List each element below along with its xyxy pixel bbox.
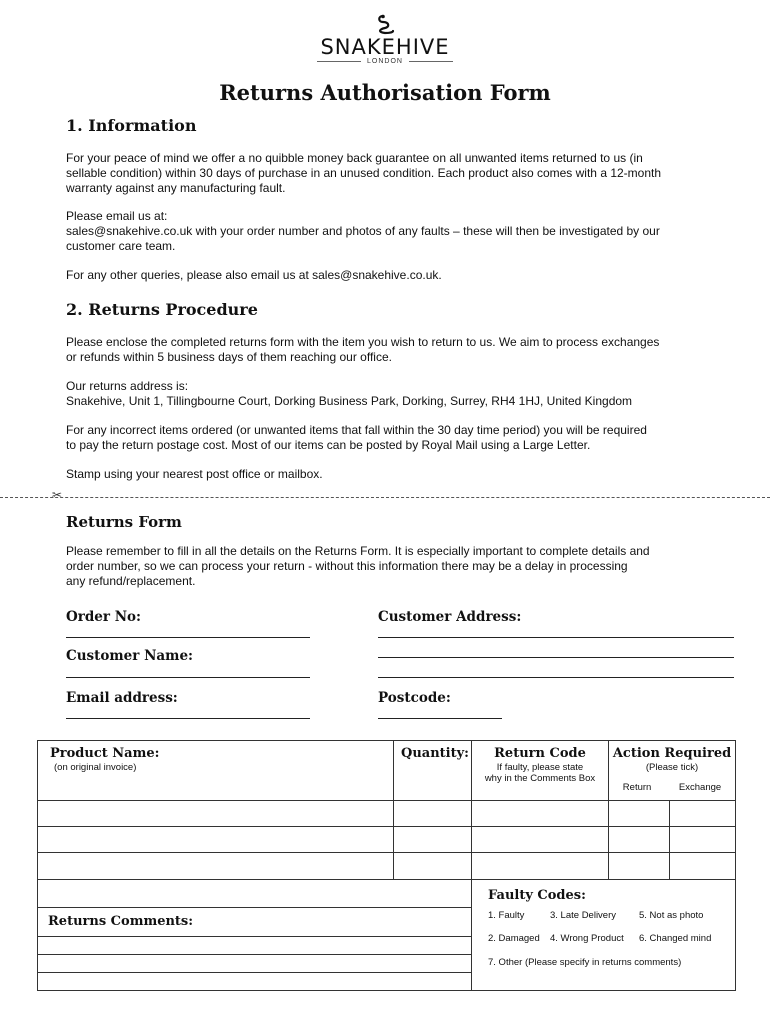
faulty-code-7: 7. Other (Please specify in returns comments) <box>488 957 682 968</box>
procedure-paragraph-3: For any incorrect items ordered (or unwanted items that fall within the 30 day time period) you will be required to pay the return postage cost. Most of our items can be posted by Royal Mail using a Large Letter. <box>66 423 647 452</box>
customer-name-field[interactable] <box>66 677 310 678</box>
returns-form-intro: Please remember to fill in all the details on the Returns Form. It is especially important to complete details and order number, so we can process your return - without this information there may be a delay in processing any refund/replacement. <box>66 544 650 588</box>
comments-row <box>38 880 736 991</box>
product-name-cell[interactable] <box>38 853 394 880</box>
page-title: Returns Authorisation Form <box>219 80 551 105</box>
quantity-cell[interactable] <box>394 827 472 853</box>
table-header-row <box>38 741 736 801</box>
faulty-codes-title: Faulty Codes: <box>488 888 586 903</box>
postcode-label: Postcode: <box>378 690 451 706</box>
product-name-cell[interactable] <box>38 801 394 827</box>
exchange-tick-cell[interactable] <box>670 853 736 880</box>
procedure-paragraph-4: Stamp using your nearest post office or mailbox. <box>66 467 323 481</box>
return-tick-cell[interactable] <box>609 827 670 853</box>
section-returns-procedure-heading: 2. Returns Procedure <box>66 300 258 319</box>
faulty-code-6: 6. Changed mind <box>639 933 712 944</box>
email-label: Email address: <box>66 690 178 706</box>
returns-form-heading: Returns Form <box>66 513 182 531</box>
quantity-cell[interactable] <box>394 853 472 880</box>
order-no-field[interactable] <box>66 637 310 638</box>
quantity-header: Quantity: <box>394 741 472 801</box>
scissors-icon: ✂ <box>52 488 63 502</box>
cut-line <box>0 497 770 498</box>
customer-address-field-2[interactable] <box>378 657 734 658</box>
procedure-paragraph-1: Please enclose the completed returns form with the item you wish to return to us. We aim to process exchanges or refunds within 5 business days of them reaching our office. <box>66 335 660 364</box>
quantity-cell[interactable] <box>394 801 472 827</box>
return-option-label: Return <box>622 782 652 793</box>
return-code-cell[interactable] <box>472 827 609 853</box>
procedure-paragraph-2: Our returns address is: Snakehive, Unit 1, Tillingbourne Court, Dorking Business Park, Dorking, Surrey, RH4 1HJ, United Kingdom <box>66 379 633 408</box>
return-code-cell[interactable] <box>472 801 609 827</box>
information-paragraph-3: For any other queries, please also email us at sales@snakehive.co.uk. <box>66 268 442 282</box>
return-code-header: Return Code If faulty, please state why in the Comments Box <box>472 741 609 801</box>
faulty-code-5: 5. Not as photo <box>639 910 704 921</box>
returns-table <box>37 740 736 991</box>
returns-comments-box[interactable] <box>38 880 472 991</box>
faulty-code-4: 4. Wrong Product <box>550 933 624 944</box>
postcode-field[interactable] <box>378 718 502 719</box>
logo-subtitle: LONDON <box>0 58 770 65</box>
customer-name-label: Customer Name: <box>66 648 194 664</box>
customer-address-label: Customer Address: <box>378 609 522 625</box>
customer-address-field-1[interactable] <box>378 637 734 638</box>
section-information-heading: 1. Information <box>66 116 197 135</box>
product-name-header: Product Name: (on original invoice) <box>38 741 394 801</box>
table-row <box>38 853 736 880</box>
information-paragraph-1: For your peace of mind we offer a no quibble money back guarantee on all unwanted items returned to us (in sellable condition) within 30 days of purchase in an unused condition. Each product also comes with a 12-month warranty against any manufacturing fault. <box>66 151 662 195</box>
product-name-cell[interactable] <box>38 827 394 853</box>
faulty-code-2: 2. Damaged <box>488 933 540 944</box>
return-tick-cell[interactable] <box>609 853 670 880</box>
return-tick-cell[interactable] <box>609 801 670 827</box>
exchange-tick-cell[interactable] <box>670 827 736 853</box>
return-code-cell[interactable] <box>472 853 609 880</box>
exchange-tick-cell[interactable] <box>670 801 736 827</box>
logo <box>0 14 770 65</box>
customer-address-field-3[interactable] <box>378 677 734 678</box>
email-field[interactable] <box>66 718 310 719</box>
returns-comments-label: Returns Comments: <box>48 914 194 929</box>
faulty-code-3: 3. Late Delivery <box>550 910 617 921</box>
table-row <box>38 827 736 853</box>
action-required-header: Action Required (Please tick) Return Exchange <box>609 741 736 801</box>
exchange-option-label: Exchange <box>678 782 722 793</box>
faulty-code-1: 1. Faulty <box>488 910 525 921</box>
order-no-label: Order No: <box>66 609 142 625</box>
logo-name: SNAKEHIVE <box>320 35 450 59</box>
table-row <box>38 801 736 827</box>
snake-icon <box>374 14 396 36</box>
faulty-codes-box <box>472 880 736 991</box>
information-paragraph-2: Please email us at: sales@snakehive.co.uk with your order number and photos of any faults – these will then be investigated by our customer care team. <box>66 209 660 253</box>
